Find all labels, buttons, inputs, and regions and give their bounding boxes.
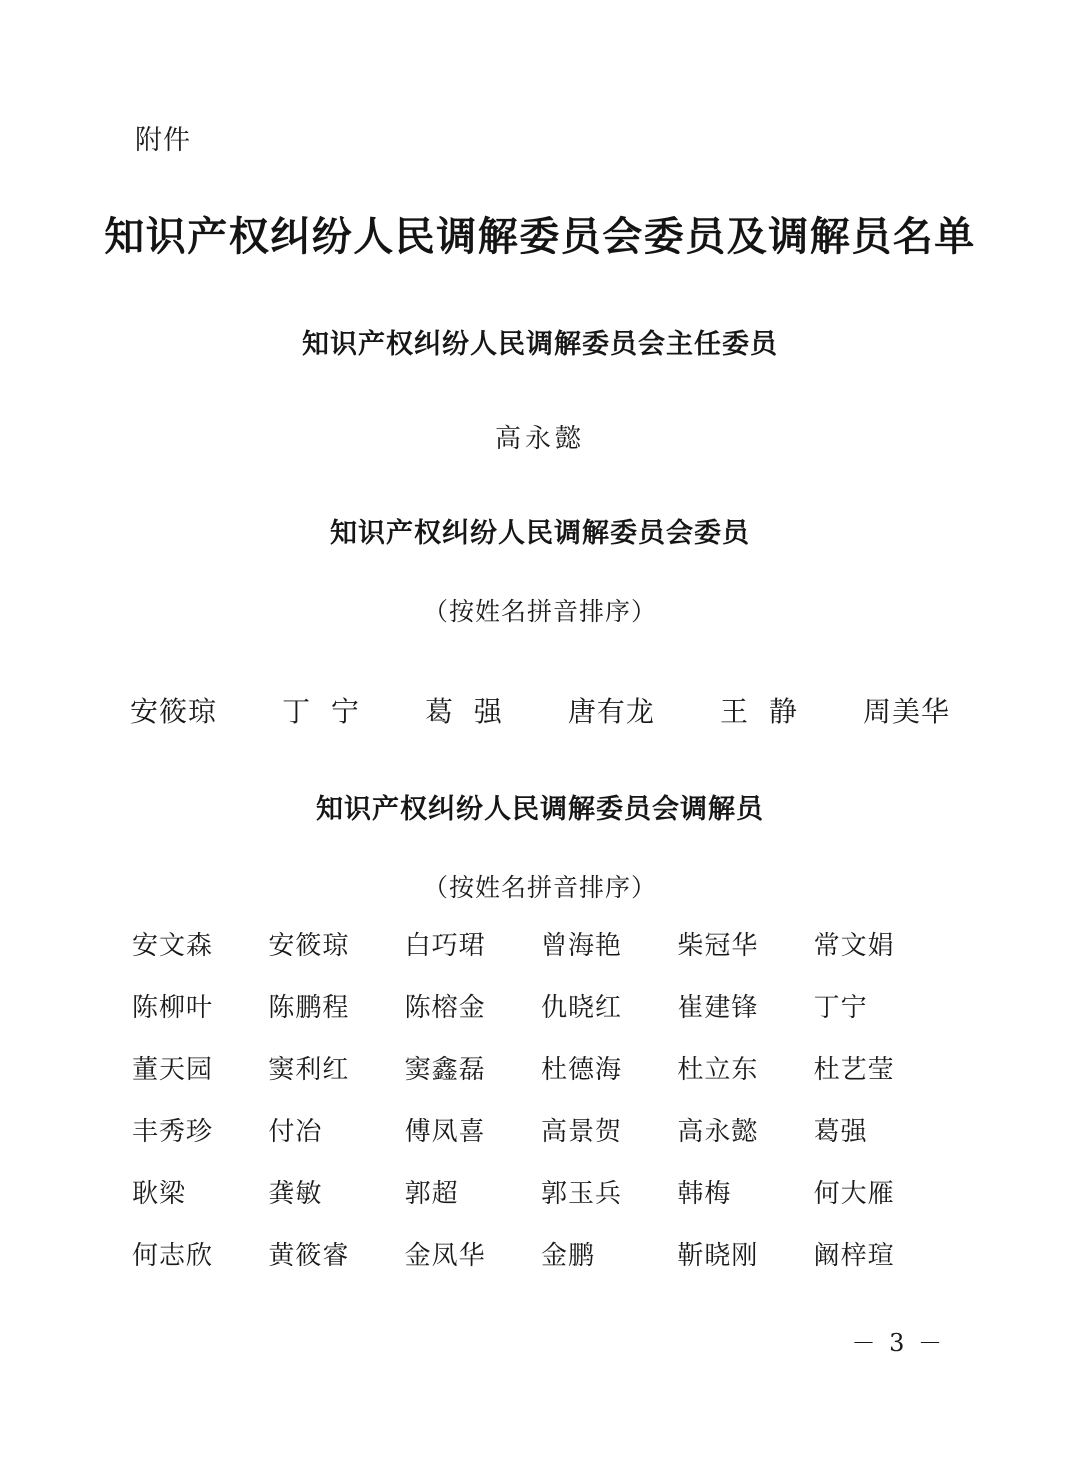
mediator-name: 安筱琼 xyxy=(268,931,350,961)
mediator-name: 陈柳叶 xyxy=(132,993,214,1023)
mediator-name: 曾海艳 xyxy=(540,931,622,961)
mediator-name: 杜德海 xyxy=(540,1055,622,1085)
mediator-name: 丰秀珍 xyxy=(132,1117,214,1147)
attachment-label: 附件 xyxy=(135,125,191,156)
member-name: 王 静 xyxy=(720,695,798,728)
mediator-name: 丁宁 xyxy=(813,993,868,1023)
chair-name: 高永懿 xyxy=(494,424,585,454)
mediator-name: 郭玉兵 xyxy=(540,1179,622,1209)
mediator-name: 董天园 xyxy=(132,1055,214,1085)
mediator-name: 杜艺莹 xyxy=(813,1055,895,1085)
page-number: － 3 － xyxy=(851,1329,945,1357)
member-name: 葛 强 xyxy=(425,695,503,728)
section-heading-members: 知识产权纠纷人民调解委员会委员 xyxy=(330,518,750,549)
member-name: 唐有龙 xyxy=(567,695,655,728)
mediator-name: 龚敏 xyxy=(268,1179,323,1209)
mediator-name: 郭超 xyxy=(404,1179,459,1209)
mediator-name: 窦利红 xyxy=(268,1055,350,1085)
mediator-name: 靳晓刚 xyxy=(677,1241,759,1271)
mediator-name: 黄筱睿 xyxy=(268,1241,350,1271)
mediator-name: 白巧珺 xyxy=(404,931,486,961)
mediator-name: 仇晓红 xyxy=(540,993,622,1023)
mediator-name: 崔建锋 xyxy=(677,993,759,1023)
mediator-name: 杜立东 xyxy=(677,1055,759,1085)
mediator-name: 阚梓瑄 xyxy=(813,1241,895,1271)
members-name-row xyxy=(130,690,950,730)
member-name: 丁 宁 xyxy=(282,695,360,728)
mediator-name: 耿梁 xyxy=(132,1179,187,1209)
mediator-name: 柴冠华 xyxy=(677,931,759,961)
member-name: 周美华 xyxy=(862,695,950,728)
mediator-name: 何志欣 xyxy=(132,1241,214,1271)
section-heading-chair: 知识产权纠纷人民调解委员会主任委员 xyxy=(302,329,778,360)
section-heading-mediators: 知识产权纠纷人民调解委员会调解员 xyxy=(316,794,764,825)
section-note-mediators: （按姓名拼音排序） xyxy=(422,873,657,902)
mediator-name: 何大雁 xyxy=(813,1179,895,1209)
mediator-name: 常文娟 xyxy=(813,931,895,961)
mediator-name: 金凤华 xyxy=(404,1241,486,1271)
section-note-members: （按姓名拼音排序） xyxy=(422,597,657,626)
mediator-name: 付冶 xyxy=(268,1117,323,1147)
mediator-name: 傅凤喜 xyxy=(404,1117,486,1147)
mediator-name: 陈榕金 xyxy=(404,993,486,1023)
mediator-name: 葛强 xyxy=(813,1117,868,1147)
mediator-name: 陈鹏程 xyxy=(268,993,350,1023)
mediators-name-grid xyxy=(132,925,950,1272)
member-name: 安筱琼 xyxy=(130,695,218,728)
mediator-name: 韩梅 xyxy=(677,1179,732,1209)
mediator-name: 金鹏 xyxy=(540,1241,595,1271)
mediator-name: 高景贺 xyxy=(540,1117,622,1147)
mediator-name: 窦鑫磊 xyxy=(404,1055,486,1085)
mediator-name: 高永懿 xyxy=(677,1117,759,1147)
page-title: 知识产权纠纷人民调解委员会委员及调解员名单 xyxy=(104,213,976,260)
mediator-name: 安文森 xyxy=(132,931,214,961)
